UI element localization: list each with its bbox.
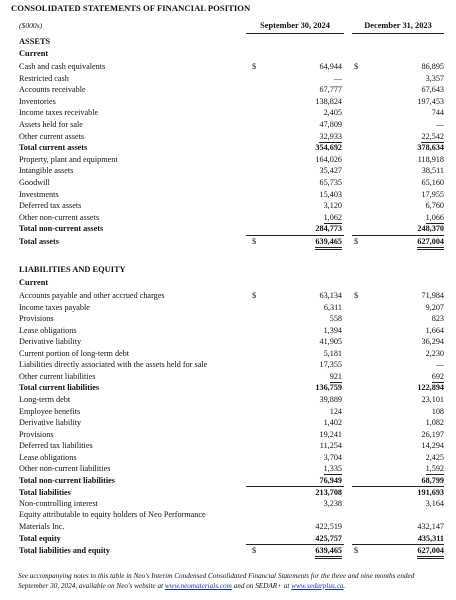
value-dec-2023: 22,542 xyxy=(421,131,444,141)
table-row xyxy=(0,177,456,188)
currency-symbol: $ xyxy=(252,291,257,300)
table-row xyxy=(0,325,456,336)
value-dec-2023: 1,082 xyxy=(425,418,444,428)
currency-symbol: $ xyxy=(354,546,359,556)
value-sep-2024: 63,134 xyxy=(319,291,342,300)
value-dec-2023: 71,984 xyxy=(421,291,444,300)
currency-symbol: $ xyxy=(354,237,359,246)
sedarplus-link[interactable]: www.sedarplus.ca xyxy=(291,582,344,590)
value-dec-2023: 248,370 xyxy=(417,224,444,234)
value-sep-2024: 11,254 xyxy=(319,441,342,451)
document-title: CONSOLIDATED STATEMENTS OF FINANCIAL POSITION xyxy=(11,3,251,13)
row-label: Lease obligations xyxy=(19,325,77,335)
table-row xyxy=(0,544,456,556)
row-label: Lease obligations xyxy=(19,452,77,462)
value-dec-2023: 432,147 xyxy=(417,522,444,531)
value-dec-2023: 627,004 xyxy=(417,545,444,559)
value-sep-2024: 138,824 xyxy=(315,96,342,106)
value-sep-2024: 422,519 xyxy=(315,522,342,531)
value-dec-2023: 378,634 xyxy=(417,143,444,153)
value-sep-2024: 5,181 xyxy=(323,348,342,358)
value-sep-2024: 3,238 xyxy=(323,498,342,508)
value-dec-2023: 197,453 xyxy=(417,96,444,106)
table-row xyxy=(0,429,456,440)
value-dec-2023: 118,918 xyxy=(417,154,444,164)
footnote: See accompanying notes to this table in Neo's Interim Condensed Consolidated Financial Statements for the three and nine months ended September 30, 2024, available on Neo's website at www.neomaterials.com and on SEDAR+ at www.sedarplus.ca. xyxy=(18,572,415,590)
row-label: Other non-current assets xyxy=(19,212,100,222)
value-dec-2023: 435,311 xyxy=(417,533,444,543)
table-row xyxy=(0,73,456,84)
currency-symbol: $ xyxy=(354,291,359,300)
value-dec-2023: 108 xyxy=(431,406,444,416)
row-label: Other current assets xyxy=(19,131,85,141)
value-sep-2024: 1,062 xyxy=(323,212,342,222)
value-dec-2023: 36,294 xyxy=(421,337,444,347)
row-label: Total non-current assets xyxy=(19,224,104,234)
row-label: Total equity xyxy=(19,533,61,543)
table-row xyxy=(0,394,456,405)
value-sep-2024: 284,773 xyxy=(315,224,342,234)
value-sep-2024: 124 xyxy=(329,406,342,416)
value-sep-2024: 1,402 xyxy=(323,418,342,428)
table-row xyxy=(0,498,456,509)
table-row xyxy=(0,382,456,393)
row-label: Restricted cash xyxy=(19,73,69,83)
table-row-label-continuation xyxy=(0,509,456,520)
row-label: Deferred tax liabilities xyxy=(19,441,93,451)
value-dec-2023: 14,294 xyxy=(421,441,444,451)
table-row xyxy=(0,84,456,95)
liabilities-equity-heading: LIABILITIES AND EQUITY xyxy=(19,265,126,274)
row-label: Materials Inc. xyxy=(19,522,65,531)
value-sep-2024: 164,026 xyxy=(315,154,342,164)
row-label: Income taxes payable xyxy=(19,302,90,312)
currency-symbol: $ xyxy=(354,62,359,71)
table-row xyxy=(0,212,456,223)
table-row xyxy=(0,406,456,417)
value-dec-2023: 68,799 xyxy=(421,475,444,485)
row-label: Employee benefits xyxy=(19,406,81,416)
value-dec-2023: 38,511 xyxy=(421,166,444,176)
value-sep-2024: 558 xyxy=(329,314,342,324)
row-label: Accounts receivable xyxy=(19,85,86,95)
table-row xyxy=(0,371,456,382)
row-label: Total current assets xyxy=(19,143,88,153)
value-dec-2023: 2,230 xyxy=(425,348,444,358)
row-label: Current portion of long-term debt xyxy=(19,348,130,358)
table-row xyxy=(0,359,456,370)
value-dec-2023: 744 xyxy=(431,108,444,118)
value-sep-2024: 213,708 xyxy=(315,488,342,498)
value-dec-2023: 692 xyxy=(431,371,444,381)
table-row xyxy=(0,521,456,532)
value-sep-2024: 47,809 xyxy=(319,120,342,129)
row-label: Total current liabilities xyxy=(19,383,100,393)
row-label: Other non-current liabilities xyxy=(19,464,111,474)
value-dec-2023: — xyxy=(435,360,444,370)
value-dec-2023: 3,164 xyxy=(425,498,444,508)
currency-symbol: $ xyxy=(252,546,257,556)
row-label: Long-term debt xyxy=(19,394,71,404)
value-sep-2024: 921 xyxy=(329,371,342,381)
column-header-dec-2023: December 31, 2023 xyxy=(352,17,444,34)
currency-symbol: $ xyxy=(252,62,257,71)
value-dec-2023: 65,160 xyxy=(421,178,444,187)
table-row xyxy=(0,189,456,200)
row-label: Derivative liability xyxy=(19,337,82,347)
value-sep-2024: 639,465 xyxy=(315,545,342,559)
row-label: Goodwill xyxy=(19,178,50,187)
table-row xyxy=(0,223,456,234)
table-row xyxy=(0,142,456,153)
table-row xyxy=(0,486,456,498)
table-row xyxy=(0,154,456,165)
value-dec-2023: 823 xyxy=(431,314,444,324)
row-label: Provisions xyxy=(19,429,54,439)
row-label: Total assets xyxy=(19,237,59,246)
value-sep-2024: 354,692 xyxy=(315,143,342,153)
row-label: Property, plant and equipment xyxy=(19,154,118,164)
value-sep-2024: 136,759 xyxy=(315,383,342,393)
value-dec-2023: 191,693 xyxy=(417,488,444,498)
value-dec-2023: 6,760 xyxy=(425,201,444,211)
value-sep-2024: 19,241 xyxy=(319,429,342,439)
table-row xyxy=(0,290,456,301)
value-sep-2024: 64,944 xyxy=(319,62,342,71)
table-row xyxy=(0,452,456,463)
table-row xyxy=(0,313,456,324)
currency-symbol: $ xyxy=(252,237,257,246)
table-row xyxy=(0,61,456,72)
value-sep-2024: — xyxy=(333,73,342,83)
value-sep-2024: 76,949 xyxy=(319,475,342,485)
table-row xyxy=(0,475,456,486)
value-sep-2024: 6,311 xyxy=(323,302,342,312)
value-dec-2023: 67,643 xyxy=(421,85,444,95)
value-sep-2024: 3,120 xyxy=(323,201,342,211)
value-sep-2024: 41,905 xyxy=(319,337,342,347)
value-sep-2024: 2,405 xyxy=(323,108,342,118)
row-label: Equity attributable to equity holders of Neo Performance xyxy=(19,510,206,520)
table-row xyxy=(0,533,456,544)
current-liabilities-heading: Current xyxy=(19,278,49,287)
row-label: Intangible assets xyxy=(19,166,74,176)
current-assets-heading: Current xyxy=(19,49,49,58)
row-label: Assets held for sale xyxy=(19,120,83,129)
table-row xyxy=(0,235,456,247)
table-row xyxy=(0,107,456,118)
row-label: Other current liabilities xyxy=(19,371,96,381)
row-label: Investments xyxy=(19,189,59,199)
row-label: Total liabilities and equity xyxy=(19,546,110,556)
value-sep-2024: 3,704 xyxy=(323,452,342,462)
units-label: ($000s) xyxy=(19,21,43,30)
value-sep-2024: 15,403 xyxy=(319,189,342,199)
table-row xyxy=(0,348,456,359)
table-row xyxy=(0,119,456,130)
table-row xyxy=(0,417,456,428)
table-row xyxy=(0,131,456,142)
value-dec-2023: 86,895 xyxy=(421,62,444,71)
row-label: Accounts payable and other accrued charges xyxy=(19,291,165,300)
assets-heading: ASSETS xyxy=(19,37,51,46)
row-label: Liabilities directly associated with the assets held for sale xyxy=(19,360,208,370)
value-dec-2023: 26,197 xyxy=(421,429,444,439)
table-row xyxy=(0,336,456,347)
table-row xyxy=(0,302,456,313)
value-dec-2023: 2,425 xyxy=(425,452,444,462)
value-sep-2024: 17,355 xyxy=(319,360,342,370)
value-sep-2024: 639,465 xyxy=(315,236,342,250)
value-sep-2024: 425,757 xyxy=(315,533,342,543)
value-dec-2023: 1,066 xyxy=(425,212,444,222)
neomaterials-link[interactable]: www.neomaterials.com xyxy=(164,582,232,590)
value-dec-2023: 3,357 xyxy=(425,73,444,83)
table-row xyxy=(0,463,456,474)
row-label: Income taxes receivable xyxy=(19,108,99,118)
value-sep-2024: 65,735 xyxy=(319,178,342,187)
row-label: Total liabilities xyxy=(19,488,71,498)
table-row xyxy=(0,440,456,451)
row-label: Provisions xyxy=(19,314,54,324)
value-sep-2024: 35,427 xyxy=(319,166,342,176)
row-label: Derivative liability xyxy=(19,418,82,428)
value-dec-2023: 17,955 xyxy=(421,189,444,199)
value-sep-2024: 1,335 xyxy=(323,464,342,474)
column-header-sep-2024: September 30, 2024 xyxy=(246,17,344,34)
value-sep-2024: 39,889 xyxy=(319,394,342,404)
row-label: Cash and cash equivalents xyxy=(19,62,106,71)
value-dec-2023: 627,004 xyxy=(417,236,444,250)
row-label: Deferred tax assets xyxy=(19,201,82,211)
value-dec-2023: 23,101 xyxy=(421,394,444,404)
row-label: Non-controlling interest xyxy=(19,498,98,508)
value-dec-2023: 1,592 xyxy=(425,464,444,474)
value-dec-2023: 1,664 xyxy=(425,325,444,335)
value-sep-2024: 67,777 xyxy=(319,85,342,95)
row-label: Inventories xyxy=(19,96,56,106)
table-row xyxy=(0,96,456,107)
value-sep-2024: 32,933 xyxy=(319,131,342,141)
value-dec-2023: 9,207 xyxy=(425,302,444,312)
value-dec-2023: — xyxy=(435,120,444,129)
value-dec-2023: 122,894 xyxy=(417,383,444,393)
row-label: Total non-current liabilities xyxy=(19,475,115,485)
table-row xyxy=(0,165,456,176)
table-row xyxy=(0,200,456,211)
value-sep-2024: 1,394 xyxy=(323,325,342,335)
